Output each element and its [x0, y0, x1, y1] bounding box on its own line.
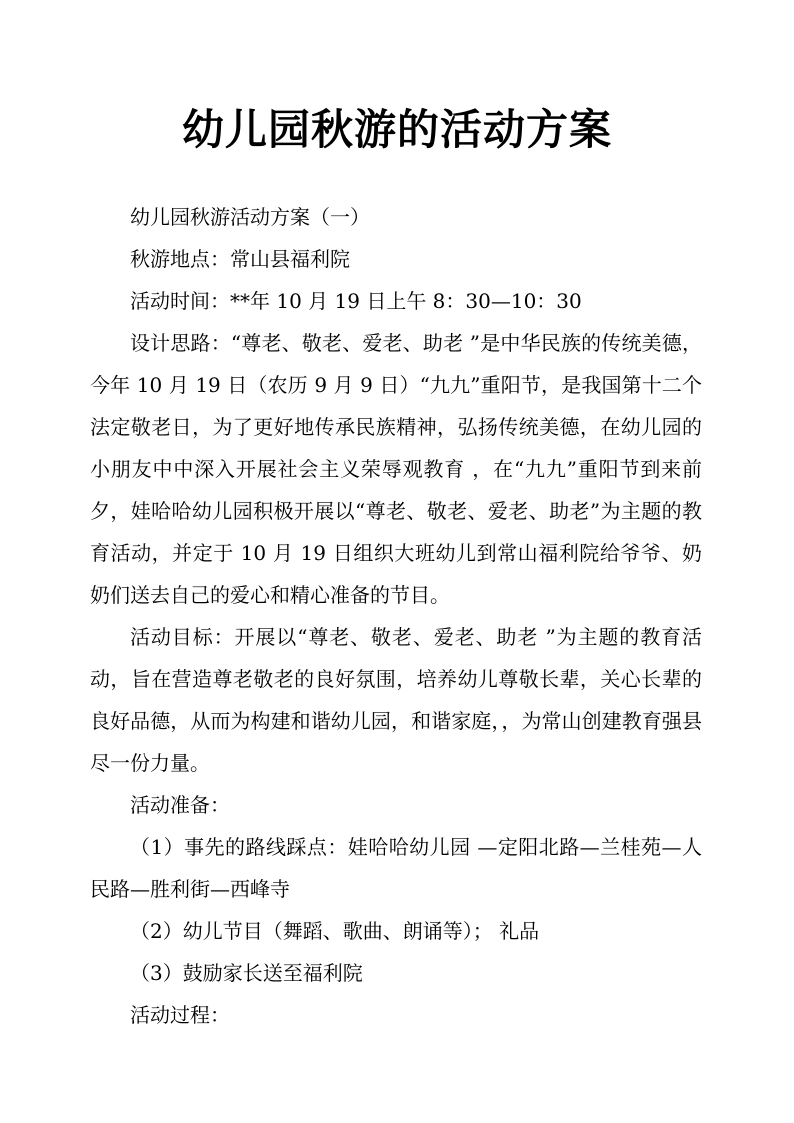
paragraph-location: 秋游地点：常山县福利院 — [130, 247, 350, 271]
paragraph-heading: 幼儿园秋游活动方案（一） — [130, 205, 370, 229]
paragraph-design-idea: 设计思路：“尊老、敬老、爱老、助老 ”是中华民族的传统美德，今年 10 月 19 日（农历 9 月 9 日）“九九”重阳节，是我国第十二个法定敬老日，为了更好地传承民族精神，弘扬传统美德，在幼儿园的小朋友中中深入开展社会主义荣辱观教育 ，在“九九”重阳节到来前夕，娃哈哈幼儿园积极开展以“尊老、敬老、爱老、助老”为主题的教育活动，并定于 10 月 19 日组织大班幼儿到常山福利院给爷爷、奶奶们送去自己的爱心和精心准备的节目。 — [90, 331, 702, 607]
paragraph-time: 活动时间：**年 10 月 19 日上午 8：30—10：30 — [130, 289, 582, 313]
paragraph-process: 活动过程： — [130, 1003, 230, 1027]
paragraph-goal: 活动目标：开展以“尊老、敬老、爱老、助老 ”为主题的教育活动，旨在营造尊老敬老的良好氛围，培养幼儿尊敬长辈，关心长辈的良好品德，从而为构建和谐幼儿园，和谐家庭，，为常山创建教育强县尽一份力量。 — [90, 625, 702, 775]
document-body — [90, 196, 702, 1036]
document-title: 幼儿园秋游的活动方案 — [181, 105, 612, 154]
paragraph-prep-item-1: （1）事先的路线踩点：娃哈哈幼儿园 —定阳北路—兰桂苑—人民路—胜利街—西峰寺 — [90, 835, 702, 901]
paragraph-prep-item-3: （3）鼓励家长送至福利院 — [130, 961, 363, 985]
paragraph-prep-item-2: （2）幼儿节目（舞蹈、歌曲、朗诵等）； 礼品 — [130, 919, 540, 943]
paragraph-preparation: 活动准备： — [130, 793, 230, 817]
